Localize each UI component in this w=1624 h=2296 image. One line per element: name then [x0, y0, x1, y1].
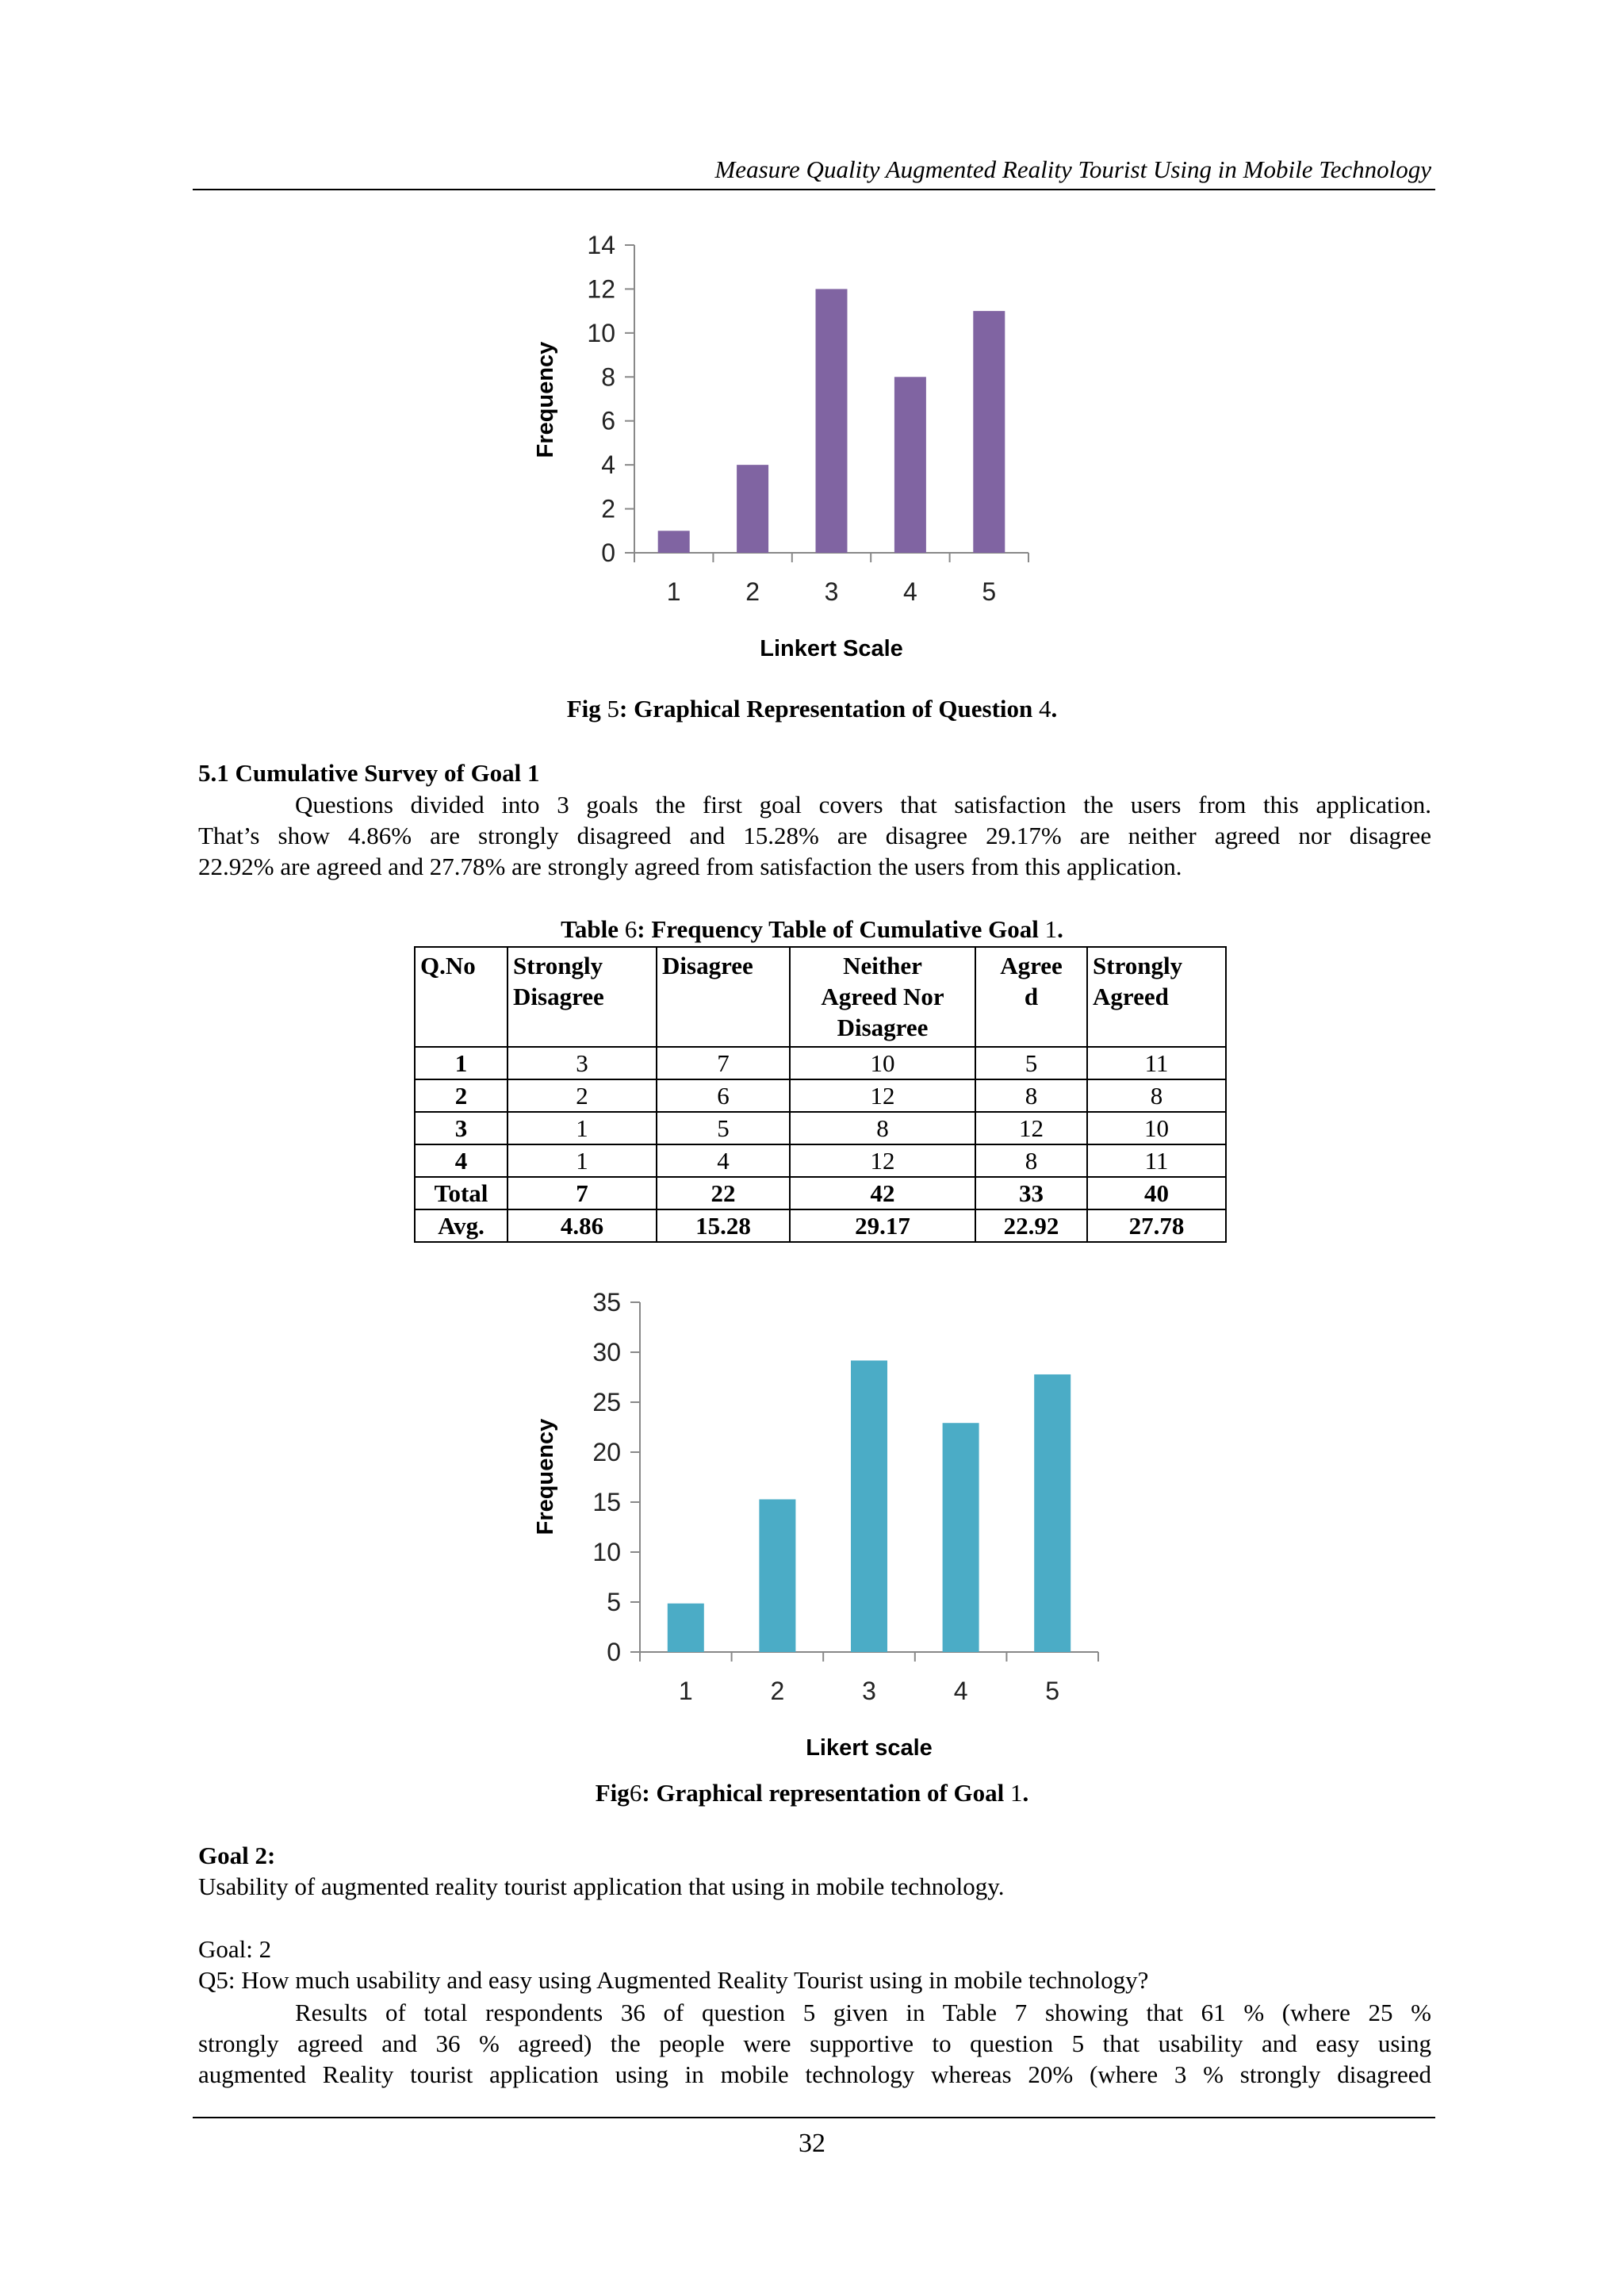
table-cell: 8	[975, 1144, 1087, 1177]
paragraph-line: Results of total respondents 36 of question 5 given in Table 7 showing that 61 % (where 25 %	[295, 1999, 1431, 2026]
table-cell: 2	[508, 1079, 657, 1112]
table-header-row	[415, 947, 1226, 1047]
section-paragraph	[198, 789, 1431, 882]
chart1-x-tick-label: 4	[903, 577, 917, 606]
header-qno: Q.No	[415, 947, 508, 1047]
chart1-x-tick-label: 1	[666, 577, 681, 606]
chart1-y-tick-label: 6	[601, 406, 615, 435]
chart2-bar	[668, 1604, 704, 1652]
figure6-caption-prefix: Fig	[595, 1779, 630, 1807]
chart1-y-label: Frequency	[533, 341, 558, 458]
table-total-row	[415, 1177, 1226, 1209]
table-cell: 8	[1087, 1079, 1226, 1112]
chart1-bar	[973, 311, 1005, 553]
table-cell: Avg.	[415, 1209, 508, 1242]
table6-caption-end: .	[1057, 915, 1063, 943]
table-cell: 12	[790, 1079, 975, 1112]
figure5-caption-num: 5	[607, 695, 620, 723]
table-cell: 5	[657, 1112, 790, 1144]
table-cell: 40	[1087, 1177, 1226, 1209]
chart2-x-tick-label: 1	[678, 1677, 693, 1705]
chart1-bar	[894, 377, 926, 553]
chart1-y-tick-label: 4	[601, 450, 615, 480]
table6-caption-text: : Frequency Table of Cumulative Goal	[637, 915, 1045, 943]
goal2-question: Q5: How much usability and easy using Augmented Reality Tourist using in mobile technology?	[198, 1966, 1149, 1994]
table-cell: 2	[415, 1079, 508, 1112]
chart2-y-tick-label: 0	[607, 1638, 621, 1666]
header-neither: Neither Agreed Nor Disagree	[790, 947, 975, 1047]
chart2-x-tick-label: 3	[862, 1677, 876, 1705]
chart1-x-tick-label: 5	[982, 577, 997, 606]
table-cell: 6	[657, 1079, 790, 1112]
paragraph-line: 22.92% are agreed and 27.78% are strongly agreed from satisfaction the users from this application.	[198, 853, 1182, 880]
figure6-caption	[0, 1779, 1624, 1807]
table6-caption-goal: 1	[1044, 915, 1058, 943]
table-cell: 8	[975, 1079, 1087, 1112]
chart1-x-tick-label: 2	[745, 577, 760, 606]
table-cell: 33	[975, 1177, 1087, 1209]
chart2-x-tick-label: 5	[1045, 1677, 1060, 1705]
table-cell: 27.78	[1087, 1209, 1226, 1242]
table6-caption-prefix: Table	[561, 915, 625, 943]
table-cell: 4.86	[508, 1209, 657, 1242]
table-row	[415, 1144, 1226, 1177]
paragraph-line: augmented Reality tourist application using in mobile technology whereas 20% (where 3 % strongly disagreed	[198, 2060, 1431, 2088]
table-row	[415, 1047, 1226, 1079]
table6-caption	[0, 915, 1624, 944]
figure5-caption-end: .	[1051, 695, 1058, 723]
figure6-caption-end: .	[1022, 1779, 1029, 1807]
table-cell: 7	[657, 1047, 790, 1079]
chart1-bar	[658, 531, 690, 553]
table-cell: 42	[790, 1177, 975, 1209]
table-cell: 10	[790, 1047, 975, 1079]
table-cell: 12	[975, 1112, 1087, 1144]
chart2-x-tick-label: 4	[953, 1677, 968, 1705]
figure6-caption-num: 6	[629, 1779, 642, 1807]
chart2-y-tick-label: 5	[607, 1588, 621, 1616]
chart1-y-tick-label: 8	[601, 362, 615, 392]
table-cell: 4	[657, 1144, 790, 1177]
chart2-y-label: Frequency	[533, 1418, 558, 1535]
chart2-y-tick-label: 25	[592, 1388, 621, 1416]
footer-rule	[193, 2117, 1435, 2118]
goal2-paragraph	[198, 1997, 1431, 2090]
section-heading: 5.1 Cumulative Survey of Goal 1	[198, 759, 540, 787]
header-rule	[193, 189, 1435, 190]
chart2-y-tick-label: 10	[592, 1538, 621, 1566]
chart1-bar	[737, 465, 768, 553]
table-cell: 29.17	[790, 1209, 975, 1242]
table-cell: Total	[415, 1177, 508, 1209]
chart2-y-tick-label: 20	[592, 1438, 621, 1466]
chart1-y-tick-label: 14	[587, 231, 615, 259]
table-cell: 8	[790, 1112, 975, 1144]
chart2-x-label: Likert scale	[806, 1735, 933, 1761]
chart2-x-tick-label: 2	[770, 1677, 785, 1705]
page-number: 32	[799, 2129, 825, 2158]
table-cell: 4	[415, 1144, 508, 1177]
table-row	[415, 1079, 1226, 1112]
chart2-y-tick-label: 35	[592, 1288, 621, 1317]
table-cell: 15.28	[657, 1209, 790, 1242]
chart2-bar	[851, 1360, 887, 1652]
chart2-bar	[943, 1423, 979, 1652]
header-disagree: Disagree	[657, 947, 790, 1047]
running-header: Measure Quality Augmented Reality Tourist Using in Mobile Technology	[714, 155, 1431, 183]
table-cell: 3	[508, 1047, 657, 1079]
figure5-caption	[0, 695, 1624, 723]
chart1-bar	[816, 289, 848, 553]
figure5-caption-q: 4	[1039, 695, 1051, 723]
paragraph-line: strongly agreed and 36 % agreed) the people were supportive to question 5 that usability and easy using	[198, 2030, 1431, 2057]
chart2-y-tick-label: 15	[592, 1488, 621, 1516]
table-cell: 5	[975, 1047, 1087, 1079]
chart2-bar	[1034, 1374, 1071, 1652]
header-strongly-agreed: Strongly Agreed	[1087, 947, 1226, 1047]
table-cell: 1	[415, 1047, 508, 1079]
table-cell: 12	[790, 1144, 975, 1177]
goal2-label: Goal: 2	[198, 1935, 272, 1963]
table-cell: 11	[1087, 1144, 1226, 1177]
table-cell: 22.92	[975, 1209, 1087, 1242]
table-cell: 7	[508, 1177, 657, 1209]
goal2-heading: Goal 2:	[198, 1842, 276, 1869]
chart2-y-tick-label: 30	[592, 1338, 621, 1366]
paragraph-line: Questions divided into 3 goals the first goal covers that satisfaction the users from this application.	[295, 791, 1431, 818]
figure6-caption-text: : Graphical representation of Goal	[642, 1779, 1010, 1807]
chart1-y-tick-label: 10	[587, 318, 615, 347]
table-cell: 1	[508, 1144, 657, 1177]
table-cell: 3	[415, 1112, 508, 1144]
chart1-y-tick-label: 2	[601, 494, 615, 523]
paragraph-line: That’s show 4.86% are strongly disagreed and 15.28% are disagree 29.17% are neither agreed nor disagree	[198, 822, 1431, 849]
figure5-caption-prefix: Fig	[566, 695, 607, 723]
chart1-x-tick-label: 3	[824, 577, 839, 606]
header-strongly-disagree: Strongly Disagree	[508, 947, 657, 1047]
chart1-x-label: Linkert Scale	[760, 636, 903, 661]
table-row	[415, 1112, 1226, 1144]
table-avg-row	[415, 1209, 1226, 1242]
table6-caption-num: 6	[624, 915, 638, 943]
table-cell: 11	[1087, 1047, 1226, 1079]
figure6-caption-goal: 1	[1010, 1779, 1023, 1807]
figure5-caption-text: : Graphical Representation of Question	[619, 695, 1040, 723]
table-cell: 22	[657, 1177, 790, 1209]
frequency-table	[414, 946, 1227, 1243]
goal2-description: Usability of augmented reality tourist application that using in mobile technology.	[198, 1872, 1005, 1900]
chart2-bar	[759, 1499, 795, 1652]
table-cell: 10	[1087, 1112, 1226, 1144]
table-cell: 1	[508, 1112, 657, 1144]
chart1-y-tick-label: 0	[601, 539, 615, 567]
header-agreed: Agree d	[975, 947, 1087, 1047]
chart1-y-tick-label: 12	[587, 274, 615, 304]
